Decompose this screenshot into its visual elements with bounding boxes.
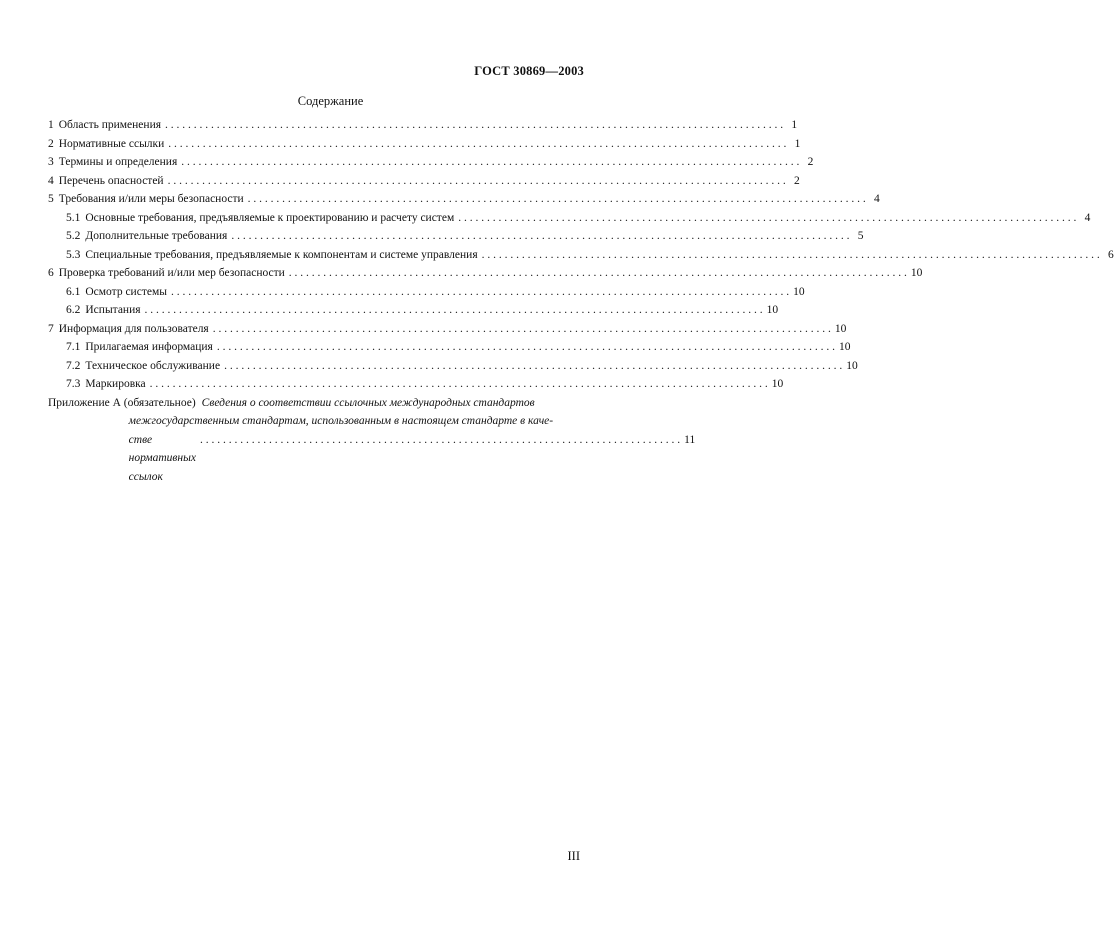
toc-entry-7-3[interactable] xyxy=(48,375,784,394)
leader-dots xyxy=(289,264,907,283)
toc-entry-label: Область применения xyxy=(58,119,162,131)
toc-entry-5-3[interactable] xyxy=(48,246,1114,265)
toc-entry-number: 7.2 xyxy=(66,359,81,372)
toc-entry-1[interactable] xyxy=(48,116,798,135)
toc-entry-number: 1 xyxy=(48,119,54,131)
toc-entry-page: 10 xyxy=(766,304,779,316)
toc-entry-label: Маркировка xyxy=(85,378,146,390)
toc-entry-page: 10 xyxy=(838,341,851,353)
toc-entry-number: 6.1 xyxy=(66,285,81,298)
toc-entry-number: 7.1 xyxy=(66,341,81,353)
toc-entry-number: 5 xyxy=(48,193,54,205)
appendix-title-line-2: межгосударственным стандартам, использованным в настоящем стандарте в каче- xyxy=(128,415,554,427)
toc-entry-label: Термины и определения xyxy=(58,156,178,168)
toc-title: Содержание xyxy=(297,94,364,108)
toc-entry-3[interactable] xyxy=(48,153,814,172)
toc-entry-label: Информация для пользователя xyxy=(58,322,209,335)
toc-entry-label: Испытания xyxy=(85,304,141,316)
toc-entry-page: 10 xyxy=(793,285,805,298)
leader-dots xyxy=(168,172,786,191)
toc-entry-number: 5.2 xyxy=(66,230,81,242)
toc-entry-5[interactable] xyxy=(48,190,880,209)
toc-entry-5-2[interactable] xyxy=(48,227,864,246)
toc-entry-page: 4 xyxy=(1084,211,1091,224)
toc-entry-4[interactable] xyxy=(48,172,800,191)
toc-entry-7-2[interactable] xyxy=(48,357,858,376)
leader-dots xyxy=(482,246,1100,265)
toc-entry-number: 6.2 xyxy=(66,304,81,316)
toc-entry-7[interactable] xyxy=(48,320,847,339)
toc-entry-page: 1 xyxy=(791,119,798,131)
toc-entry-label: Нормативные ссылки xyxy=(58,137,165,150)
leader-dots xyxy=(458,209,1076,228)
toc-entry-page: 4 xyxy=(874,193,880,205)
toc-entry-6[interactable] xyxy=(48,264,923,283)
leader-dots xyxy=(165,116,783,135)
toc-entry-number: 7.3 xyxy=(66,378,81,390)
toc-entry-page: 2 xyxy=(807,156,814,168)
leader-dots xyxy=(217,338,835,357)
toc-entry-number: 3 xyxy=(48,156,54,168)
toc-entry-5-1[interactable] xyxy=(48,209,1091,228)
toc-entry-label: Специальные требования, предъявляемые к компонентам и системе управления xyxy=(85,248,478,261)
leader-dots xyxy=(150,375,768,394)
toc-entry-page: 10 xyxy=(846,359,858,372)
toc-entry-label: Основные требования, предъявляемые к проектированию и расчету систем xyxy=(85,211,455,224)
leader-dots xyxy=(145,301,763,320)
toc-entry-page: 2 xyxy=(793,174,800,187)
leader-dots xyxy=(213,320,831,339)
appendix-title-line-3: стве нормативных ссылок xyxy=(128,433,197,483)
toc-entry-6-2[interactable] xyxy=(48,301,779,320)
toc-entry-label: Прилагаемая информация xyxy=(85,341,213,353)
appendix-lead: Приложение А (обязательное) xyxy=(48,396,196,409)
toc-entry-page: 6 xyxy=(1108,248,1114,261)
toc-entry-number: 4 xyxy=(48,174,54,187)
toc-entry-number: 5.3 xyxy=(66,248,81,261)
toc-entry-page: 11 xyxy=(684,433,696,446)
leader-dots xyxy=(224,357,842,376)
leader-dots xyxy=(248,190,866,209)
toc-entry-number: 2 xyxy=(48,137,54,150)
leader-dots xyxy=(171,283,789,302)
toc-entry-appendix-a[interactable] xyxy=(48,394,696,487)
toc-entry-page: 10 xyxy=(910,267,923,279)
table-of-contents xyxy=(48,116,1114,486)
toc-entry-number: 5.1 xyxy=(66,211,81,224)
appendix-title-line-1: Сведения о соответствии ссылочных международных стандартов xyxy=(201,396,535,409)
toc-entry-label: Требования и/или меры безопасности xyxy=(58,193,244,205)
toc-entry-label: Перечень опасностей xyxy=(58,174,164,187)
toc-entry-number: 6 xyxy=(48,267,54,279)
document-code: ГОСТ 30869—2003 xyxy=(474,64,584,78)
toc-entry-label: Техническое обслуживание xyxy=(85,359,221,372)
leader-dots xyxy=(168,135,786,154)
toc-entry-label: Дополнительные требования xyxy=(85,230,228,242)
leader-dots xyxy=(231,227,849,246)
leader-dots xyxy=(181,153,799,172)
toc-entry-page: 10 xyxy=(771,378,784,390)
toc-entry-label: Осмотр системы xyxy=(85,285,167,298)
toc-entry-label: Проверка требований и/или мер безопасности xyxy=(58,267,285,279)
toc-entry-page: 10 xyxy=(834,322,847,335)
toc-entry-number: 7 xyxy=(48,322,54,335)
leader-dots xyxy=(200,431,680,487)
toc-entry-page: 1 xyxy=(794,137,801,150)
toc-entry-2[interactable] xyxy=(48,135,801,154)
toc-entry-7-1[interactable] xyxy=(48,338,851,357)
page-number: III xyxy=(567,849,580,863)
toc-entry-6-1[interactable] xyxy=(48,283,805,302)
toc-entry-page: 5 xyxy=(857,230,864,242)
